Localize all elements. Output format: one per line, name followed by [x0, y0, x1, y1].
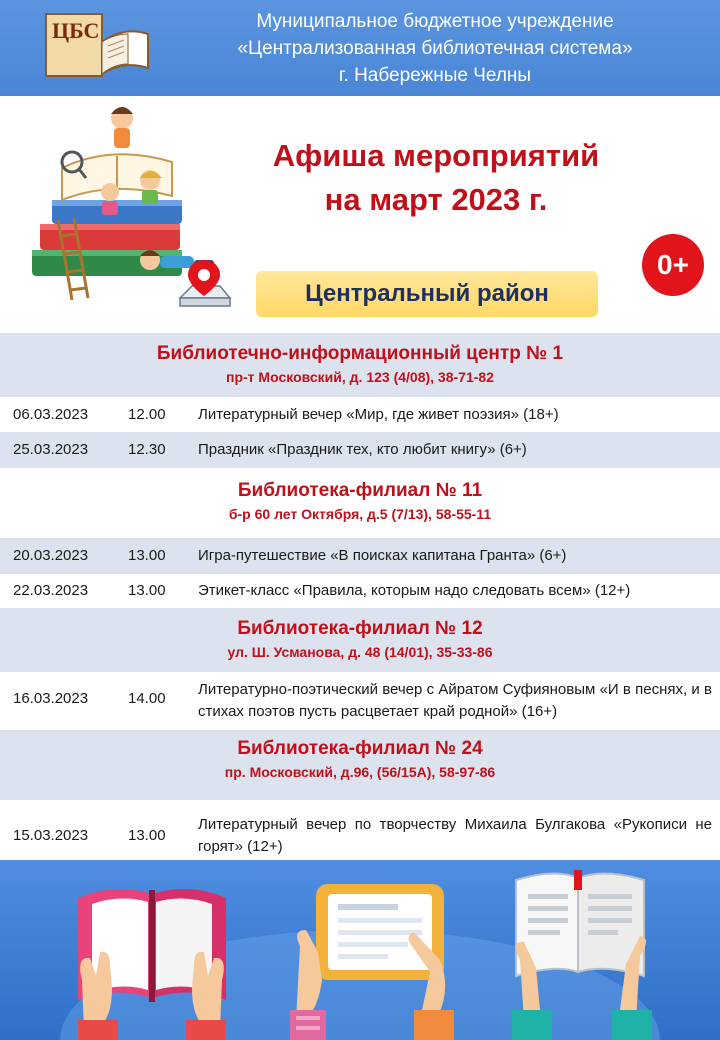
- event-title: Литературный вечер по творчеству Михаила Булгакова «Рукописи не горят» (12+): [198, 816, 712, 855]
- header-line-3: г. Набережные Челны: [338, 65, 532, 86]
- event-row: [0, 800, 720, 860]
- event-time: 13.00: [128, 582, 166, 599]
- open-book-icon: [516, 870, 644, 976]
- library-section: [0, 333, 720, 397]
- event-date: 06.03.2023: [13, 406, 89, 423]
- header-line-2: «Централизованная библиотечная система»: [237, 38, 633, 59]
- library-address: пр-т Московский, д. 123 (4/08), 38-71-82: [226, 369, 494, 385]
- map-pin-icon: [176, 256, 234, 310]
- header-band: [0, 0, 720, 96]
- event-date: 16.03.2023: [13, 690, 89, 707]
- event-time: 12.00: [128, 406, 166, 423]
- age-rating-badge: 0+: [642, 234, 704, 296]
- library-section: [0, 608, 720, 672]
- library-logo: [44, 12, 152, 78]
- library-name: Библиотека-филиал № 24: [237, 738, 483, 759]
- event-row: [0, 672, 720, 730]
- reading-hands-illustration: [0, 860, 720, 1040]
- event-row: [0, 397, 720, 432]
- event-title: Литературно-поэтический вечер с Айратом Суфияновым «И в песнях, и в стихах поэтов пусть расцветает край родной» (16+): [198, 681, 712, 720]
- event-row: [0, 538, 720, 574]
- institution-name: [170, 8, 700, 89]
- event-date: 15.03.2023: [13, 827, 89, 844]
- library-section: [0, 468, 720, 538]
- page-title: [236, 134, 636, 222]
- event-title: Игра-путешествие «В поисках капитана Гранта» (6+): [198, 547, 567, 564]
- title-line-2: на март 2023 г.: [324, 182, 548, 217]
- library-section: [0, 730, 720, 800]
- event-time: 13.00: [128, 547, 166, 564]
- event-time: 12.30: [128, 441, 166, 458]
- event-time: 13.00: [128, 827, 166, 844]
- event-date: 20.03.2023: [13, 547, 89, 564]
- library-name: Библиотека-филиал № 11: [237, 480, 483, 501]
- event-row: [0, 574, 720, 608]
- event-date: 25.03.2023: [13, 441, 89, 458]
- event-title: Праздник «Праздник тех, кто любит книгу» (6+): [198, 441, 527, 458]
- header-line-1: Муниципальное бюджетное учреждение: [256, 11, 614, 32]
- library-name: Библиотека-филиал № 12: [237, 618, 483, 639]
- title-line-1: Афиша мероприятий: [272, 138, 600, 173]
- library-address: б-р 60 лет Октября, д.5 (7/13), 58-55-11: [228, 506, 492, 522]
- library-address: ул. Ш. Усманова, д. 48 (14/01), 35-33-86: [227, 644, 493, 660]
- library-address: пр. Московский, д.96, (56/15А), 58-97-86: [224, 764, 496, 780]
- logo-letters: ЦБС: [52, 18, 100, 43]
- event-time: 14.00: [128, 690, 166, 707]
- event-title: Литературный вечер «Мир, где живет поэзия» (18+): [198, 406, 559, 423]
- library-name: Библиотечно-информационный центр № 1: [156, 343, 564, 364]
- event-date: 22.03.2023: [13, 582, 89, 599]
- event-row: [0, 432, 720, 468]
- event-title: Этикет-класс «Правила, которым надо следовать всем» (12+): [198, 582, 631, 599]
- district-label: Центральный район: [256, 271, 598, 317]
- tablet-icon: [316, 884, 444, 980]
